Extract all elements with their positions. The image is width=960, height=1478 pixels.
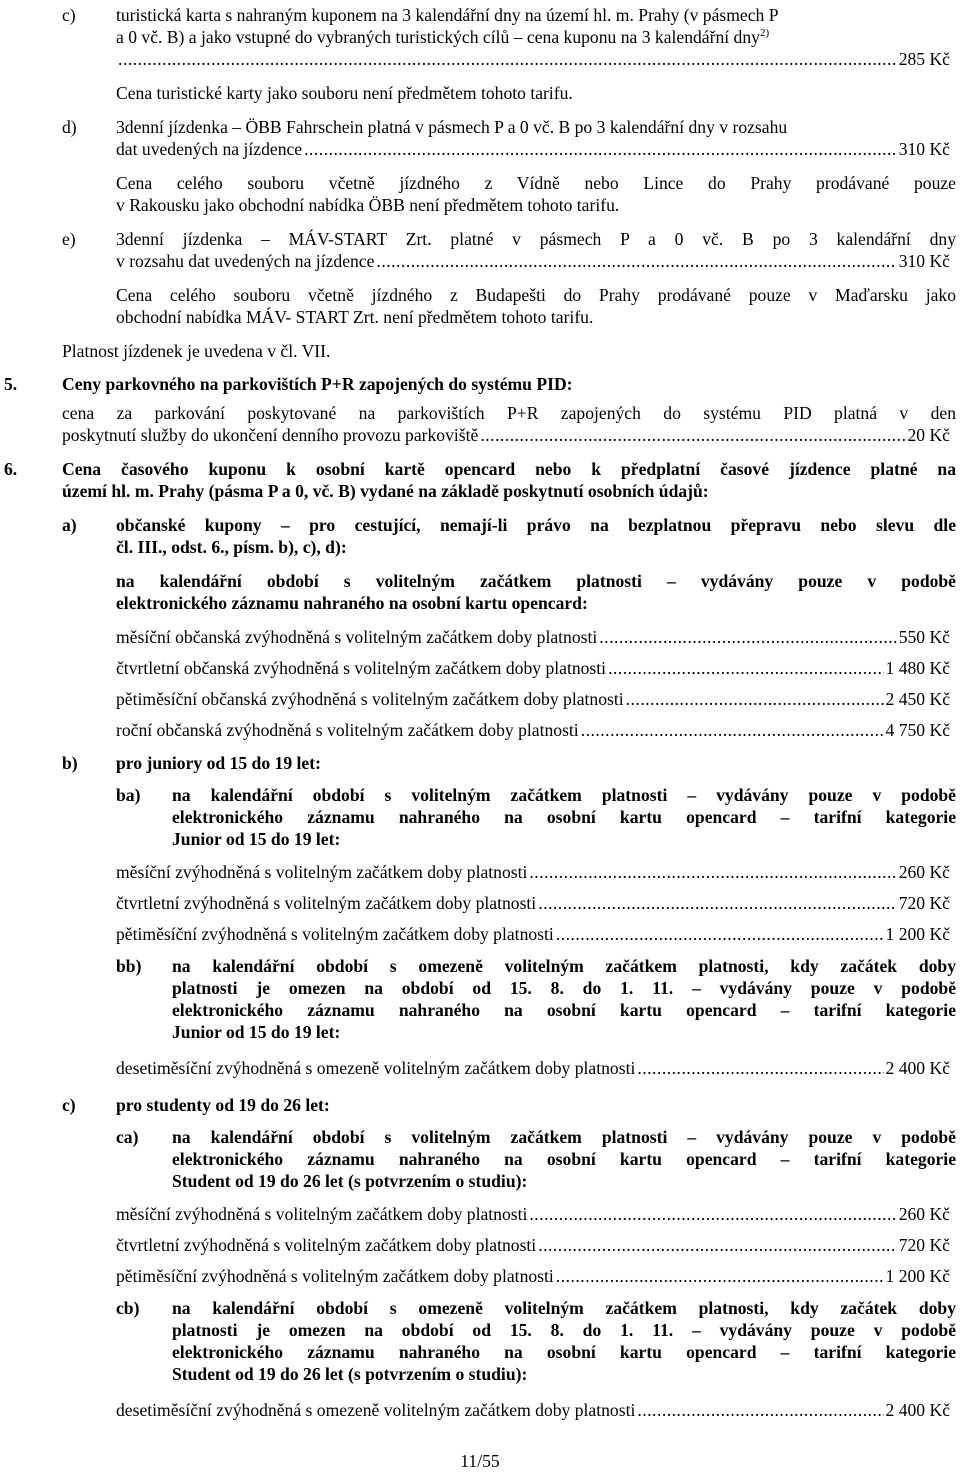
- validity-note: Platnost jízdenek je uvedena v čl. VII.: [62, 341, 331, 361]
- sub-label-ca: ca): [116, 1127, 139, 1147]
- price-row-label: pětiměsíční zvýhodněná s volitelným začátkem doby platnosti: [116, 1266, 554, 1286]
- e-note2: obchodní nabídka MÁV- START Zrt. není předmětem tohoto tarifu.: [116, 307, 594, 327]
- a-title1: občanské kupony – pro cestující, nemají-li právo na bezplatnou přepravu nebo slevu dle: [116, 515, 956, 535]
- price-row-label: měsíční občanská zvýhodněná s volitelným začátkem doby platnosti: [116, 627, 598, 647]
- price-row: [116, 626, 950, 648]
- price-row: [116, 1234, 950, 1256]
- e-line2: v rozsahu dat uvedených na jízdence: [116, 251, 375, 271]
- a-sub2: elektronického záznamu nahraného na osobní kartu opencard:: [116, 593, 588, 613]
- page-number: 11/55: [460, 1451, 500, 1471]
- ca-line1: na kalendářní období s volitelným začátkem platnosti – vydávány pouze v podobě: [172, 1127, 956, 1147]
- c-line1: turistická karta s nahraným kuponem na 3 kalendářní dny na území hl. m. Prahy (v pásmech P: [116, 5, 779, 25]
- cb-line1: na kalendářní období s omezeně volitelným začátkem platnosti, kdy začátek doby: [172, 1298, 956, 1318]
- e-price: 310 Kč: [898, 251, 950, 271]
- ba-line3: Junior od 15 do 19 let:: [172, 829, 341, 849]
- section-5-line1: cena za parkování poskytované na parkovištích P+R zapojených do systému PID platná v den: [62, 403, 956, 423]
- bb-line4: Junior od 15 do 19 let:: [172, 1022, 341, 1042]
- price-row: [116, 1265, 950, 1287]
- price-row: [116, 1203, 950, 1225]
- sub-label-ba: ba): [116, 785, 141, 805]
- price-row: [116, 892, 950, 914]
- section-5-line2: poskytnutí služby do ukončení denního provozu parkoviště: [62, 425, 479, 445]
- cb-line4: Student od 19 do 26 let (s potvrzením o studiu):: [172, 1364, 528, 1384]
- ba-line1: na kalendářní období s volitelným začátkem platnosti – vydávány pouze v podobě: [172, 785, 956, 805]
- sub-label-a: a): [62, 515, 77, 535]
- price-row-label: čtvrtletní zvýhodněná s volitelným začátkem doby platnosti: [116, 893, 537, 913]
- price-row-value: 2 400 Kč: [885, 1058, 950, 1078]
- d-line2: dat uvedených na jízdence: [116, 139, 303, 159]
- price-row: [116, 688, 950, 710]
- price-row-label: měsíční zvýhodněná s volitelným začátkem doby platnosti: [116, 1204, 528, 1224]
- price-row-value: 1 480 Kč: [885, 658, 950, 678]
- price-row: [116, 1057, 950, 1079]
- sub-label-cb: cb): [116, 1298, 140, 1318]
- bb-line1: na kalendářní období s omezeně volitelným začátkem platnosti, kdy začátek doby: [172, 956, 956, 976]
- section-6-number: 6.: [4, 459, 18, 479]
- c-price: 285 Kč: [898, 49, 950, 69]
- c-line2: a 0 vč. B) a jako vstupné do vybraných turistických cílů – cena kuponu na 3 kalendářní dny$^{2)}$: [116, 27, 770, 47]
- price-row-value: 2 450 Kč: [885, 689, 950, 709]
- c-title: pro studenty od 19 do 26 let:: [116, 1095, 330, 1115]
- d-line1: 3denní jízdenka – ÖBB Fahrschein platná v pásmech P a 0 vč. B po 3 kalendářní dny v rozsahu: [116, 117, 788, 137]
- e-line1: 3denní jízdenka – MÁV-START Zrt. platné v pásmech P a 0 vč. B po 3 kalendářní dny: [116, 229, 956, 249]
- ca-line3: Student od 19 do 26 let (s potvrzením o studiu):: [172, 1171, 528, 1191]
- d-note1: Cena celého souboru včetně jízdného z Vídně nebo Lince do Prahy prodávané pouze: [116, 173, 956, 193]
- price-row-label: roční občanská zvýhodněná s volitelným začátkem doby platnosti: [116, 720, 579, 740]
- price-row: [116, 719, 950, 741]
- price-row-label: pětiměsíční zvýhodněná s volitelným začátkem doby platnosti: [116, 924, 554, 944]
- e-note1: Cena celého souboru včetně jízdného z Budapešti do Prahy prodávané pouze v Maďarsku jako: [116, 285, 956, 305]
- b-title: pro juniory od 15 do 19 let:: [116, 753, 321, 773]
- price-row-label: čtvrtletní občanská zvýhodněná s volitelným začátkem doby platnosti: [116, 658, 607, 678]
- price-row: [116, 923, 950, 945]
- section-5-title: Ceny parkovného na parkovištích P+R zapojených do systému PID:: [62, 374, 573, 394]
- section-6-title1: Cena časového kuponu k osobní kartě opencard nebo k předplatní časové jízdence platné na: [62, 459, 956, 479]
- price-row-value: 1 200 Kč: [885, 924, 950, 944]
- d-note2: v Rakousku jako obchodní nabídka ÖBB není předmětem tohoto tarifu.: [116, 195, 620, 215]
- a-sub1: na kalendářní období s volitelným začátkem platnosti – vydávány pouze v podobě: [116, 571, 956, 591]
- cb-line3: elektronického záznamu nahraného na osobní kartu opencard – tarifní kategorie: [172, 1342, 956, 1362]
- ba-line2: elektronického záznamu nahraného na osobní kartu opencard – tarifní kategorie: [172, 807, 956, 827]
- sub-label-b: b): [62, 753, 78, 773]
- sub-label-bb: bb): [116, 956, 142, 976]
- bb-line3: elektronického záznamu nahraného na osobní kartu opencard – tarifní kategorie: [172, 1000, 956, 1020]
- price-row-value: 1 200 Kč: [885, 1266, 950, 1286]
- c-note: Cena turistické karty jako souboru není předmětem tohoto tarifu.: [116, 83, 573, 103]
- e-price-line: [116, 250, 950, 272]
- price-row-label: pětiměsíční občanská zvýhodněná s volitelným začátkem doby platnosti: [116, 689, 624, 709]
- price-row: [116, 657, 950, 679]
- item-label-d: d): [62, 117, 77, 137]
- d-price-line: [116, 138, 950, 160]
- price-row-value: 720 Kč: [898, 1235, 950, 1255]
- price-row-value: 260 Kč: [898, 1204, 950, 1224]
- price-row-value: 2 400 Kč: [885, 1400, 950, 1420]
- ca-line2: elektronického záznamu nahraného na osobní kartu opencard – tarifní kategorie: [172, 1149, 956, 1169]
- a-title2: čl. III., odst. 6., písm. b), c), d):: [116, 537, 347, 557]
- c-price-line: [116, 48, 950, 70]
- bb-line2: platnosti je omezen na období od 15. 8. do 1. 11. – vydávány pouze v podobě: [172, 978, 956, 998]
- price-row-value: 720 Kč: [898, 893, 950, 913]
- price-row: [116, 1399, 950, 1421]
- price-row-value: 260 Kč: [898, 862, 950, 882]
- section-5-price: 20 Kč: [907, 425, 950, 445]
- section-6-title2: území hl. m. Prahy (pásma P a 0, vč. B) vydané na základě poskytnutí osobních údajů:: [62, 481, 709, 501]
- cb-line2: platnosti je omezen na období od 15. 8. do 1. 11. – vydávány pouze v podobě: [172, 1320, 956, 1340]
- price-row-value: 4 750 Kč: [885, 720, 950, 740]
- item-label-e: e): [62, 229, 76, 249]
- section-5-number: 5.: [4, 374, 18, 394]
- price-row-value: 550 Kč: [898, 627, 950, 647]
- price-row-label: měsíční zvýhodněná s volitelným začátkem doby platnosti: [116, 862, 528, 882]
- footnote-ref: 2): [759, 27, 770, 40]
- price-row-label: čtvrtletní zvýhodněná s volitelným začátkem doby platnosti: [116, 1235, 537, 1255]
- price-row-label: desetiměsíční zvýhodněná s omezeně volitelným začátkem doby platnosti: [116, 1058, 636, 1078]
- item-label-c: c): [62, 5, 76, 25]
- d-price: 310 Kč: [898, 139, 950, 159]
- price-row: [116, 861, 950, 883]
- sub-label-c: c): [62, 1095, 76, 1115]
- section-5-price-line: [62, 424, 950, 446]
- price-row-label: desetiměsíční zvýhodněná s omezeně volitelným začátkem doby platnosti: [116, 1400, 636, 1420]
